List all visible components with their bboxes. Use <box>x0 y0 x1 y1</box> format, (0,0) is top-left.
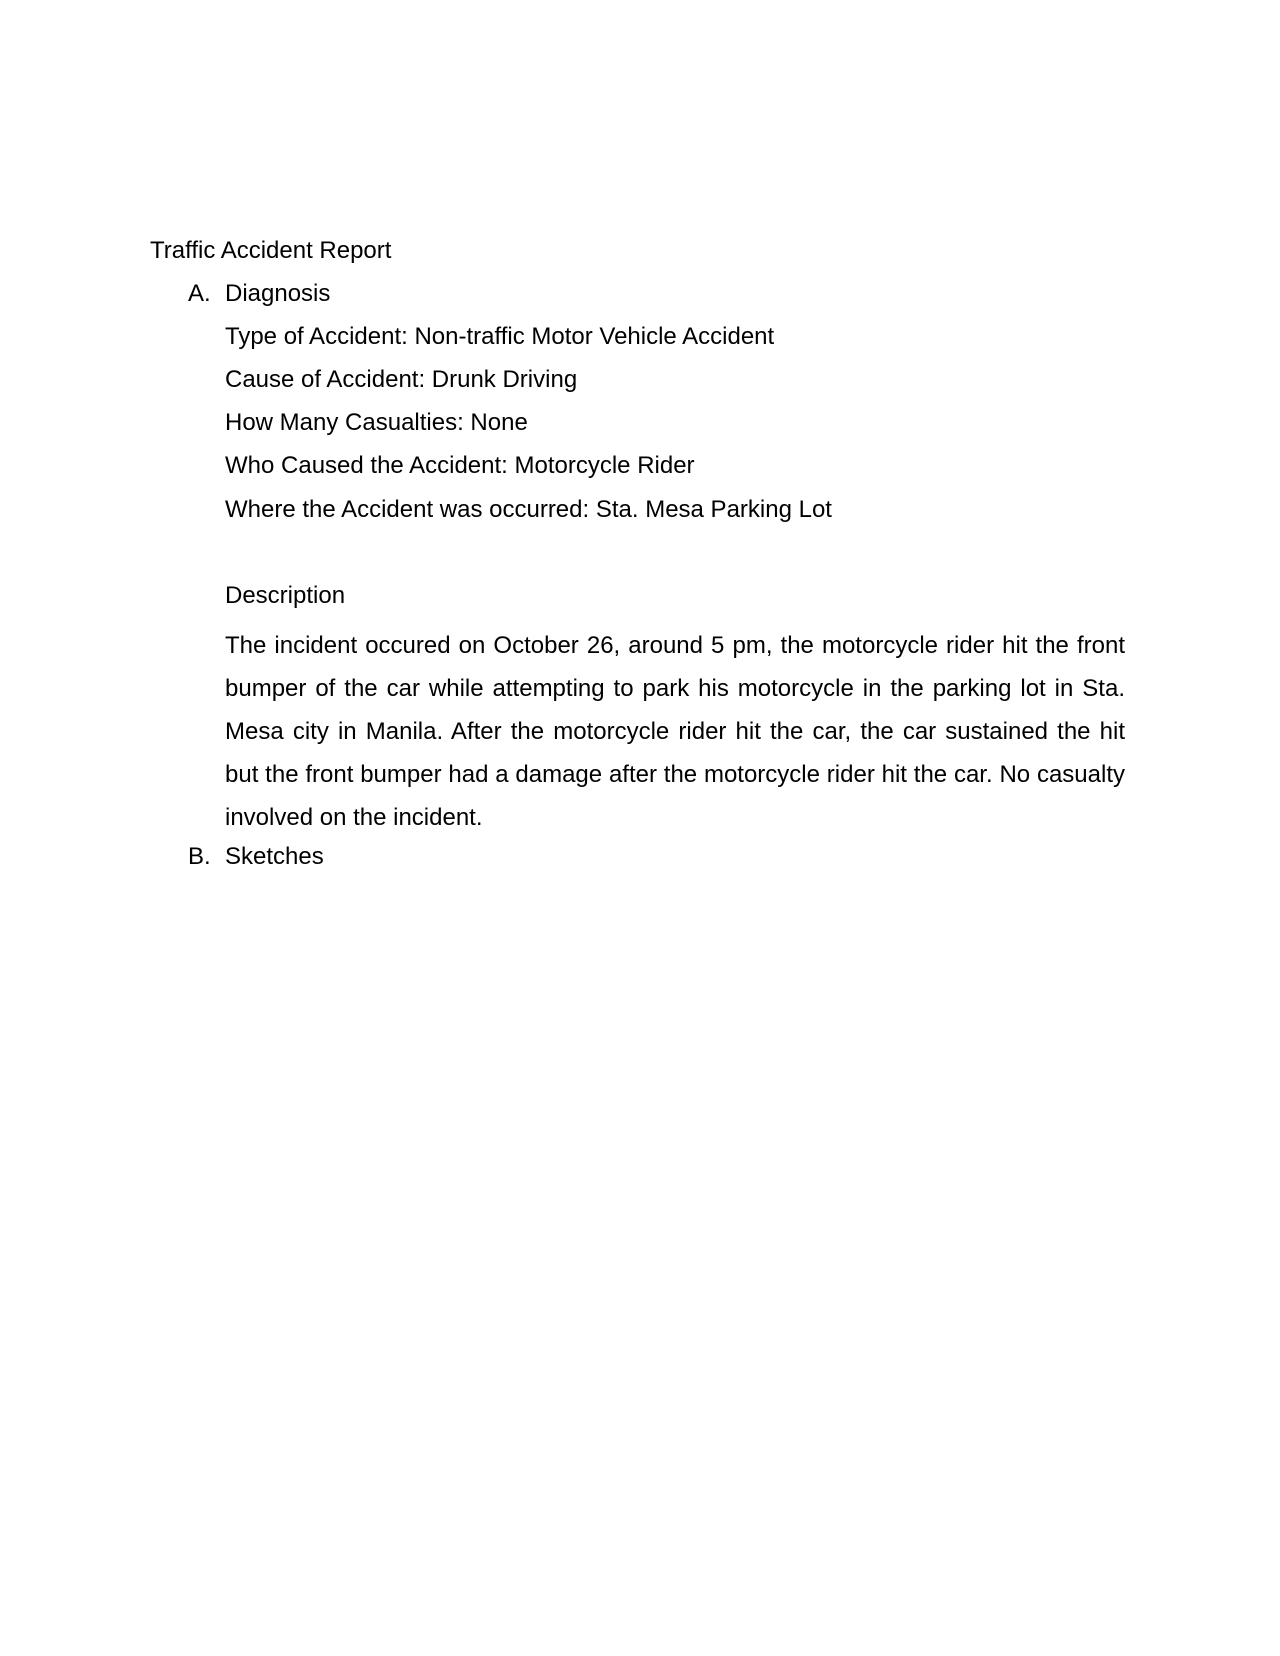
detail-casualties: How Many Casualties: None <box>225 409 528 436</box>
detail-who-caused: Who Caused the Accident: Motorcycle Rider <box>225 452 695 479</box>
description-paragraph: The incident occured on October 26, around 5 pm, the motorcycle rider hit the front bumper of the car while attempting to park his motorcycle in the parking lot in Sta. Mesa city in Manila. After the motorcycle rider hit the car, the car sustained the hit but the front bumper had a damage after the motorcycle rider hit the car. No casualty involved on the incident. <box>225 632 1125 831</box>
section-b-marker: B. <box>188 843 211 870</box>
section-a-heading <box>0 279 1280 309</box>
description-heading: Description <box>225 582 346 609</box>
section-b-title: Sketches <box>225 843 324 870</box>
section-a-marker: A. <box>188 280 211 307</box>
section-a-title: Diagnosis <box>225 280 331 307</box>
section-b-heading <box>0 842 1280 872</box>
detail-cause-of-accident: Cause of Accident: Drunk Driving <box>225 366 578 393</box>
detail-type-of-accident: Type of Accident: Non-traffic Motor Vehicle Accident <box>225 323 775 350</box>
document-title: Traffic Accident Report <box>150 237 392 264</box>
detail-location: Where the Accident was occurred: Sta. Mesa Parking Lot <box>225 496 832 523</box>
